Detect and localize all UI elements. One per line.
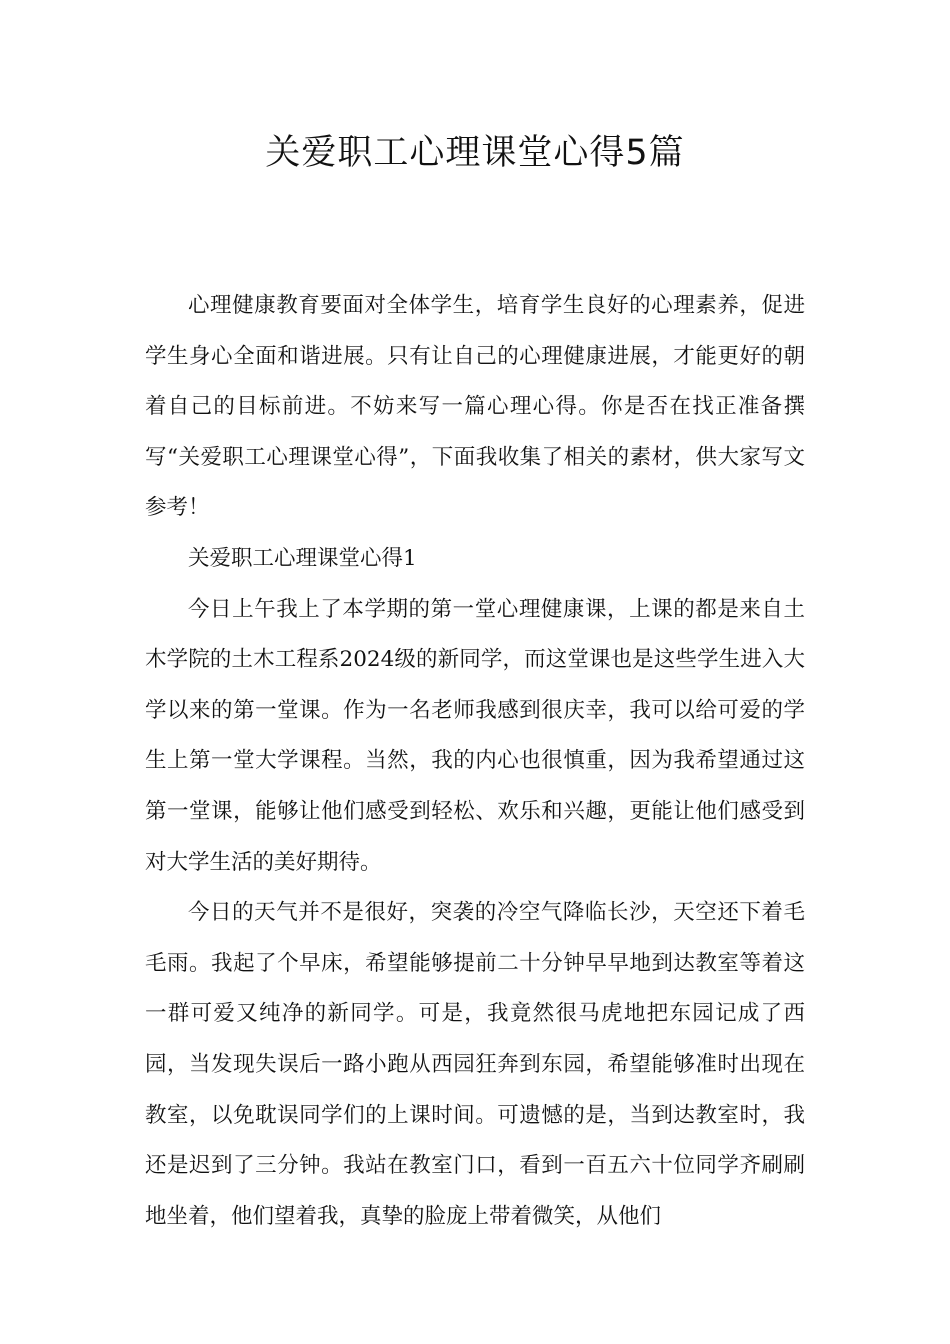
- document-title: 关爱职工心理课堂心得5篇: [265, 133, 685, 173]
- section-heading: 关爱职工心理课堂心得1: [188, 545, 417, 571]
- document-body: [145, 281, 805, 1242]
- intro-paragraph: 心理健康教育要面对全体学生，培育学生良好的心理素养，促进学生身心全面和谐进展。只有让自己的心理健康进展，才能更好的朝着自己的目标前进。不妨来写一篇心理心得。你是否在找正准备撰写“关爱职工心理课堂心得”，下面我收集了相关的素材，供大家写文参考！: [145, 293, 805, 521]
- body-paragraph: 今日上午我上了本学期的第一堂心理健康课，上课的都是来自土木学院的土木工程系2024级的新同学，而这堂课也是这些学生进入大学以来的第一堂课。作为一名老师我感到很庆幸，我可以给可爱的学生上第一堂大学课程。当然，我的内心也很慎重，因为我希望通过这第一堂课，能够让他们感受到轻松、欢乐和兴趣，更能让他们感受到对大学生活的美好期待。: [145, 596, 805, 875]
- body-paragraph: 今日的天气并不是很好，突袭的冷空气降临长沙，天空还下着毛毛雨。我起了个早床，希望能够提前二十分钟早早地到达教室等着这一群可爱又纯净的新同学。可是，我竟然很马虎地把东园记成了西园，当发现失误后一路小跑从西园狂奔到东园，希望能够准时出现在教室，以免耽误同学们的上课时间。可遗憾的是，当到达教室时，我还是迟到了三分钟。我站在教室门口，看到一百五六十位同学齐刷刷地坐着，他们望着我，真挚的脸庞上带着微笑，从他们: [145, 900, 805, 1229]
